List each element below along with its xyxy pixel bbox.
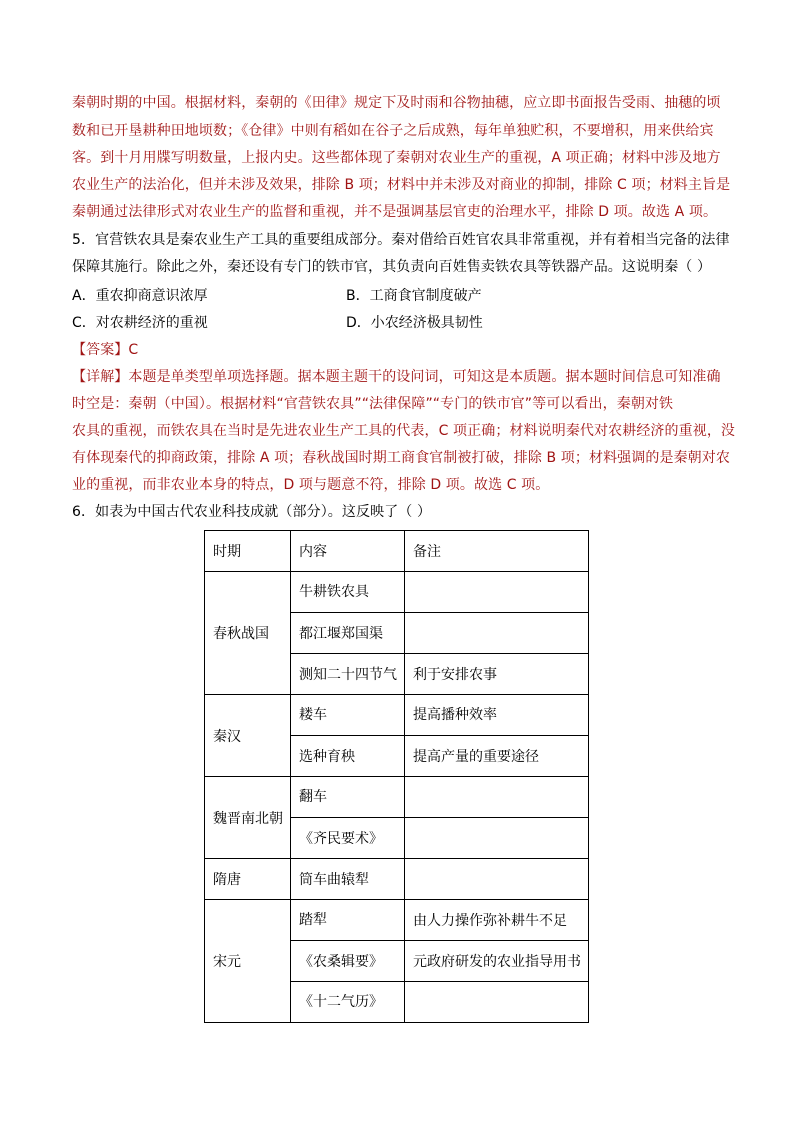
question-stem: 保障其施行。除此之外，秦还设有专门的铁市官，其负责向百姓售卖铁农具等铁器产品。这说明秦（ ）	[72, 259, 712, 275]
content-cell: 《十二气历》	[291, 982, 405, 1023]
question-stem: 6．如表为中国古代农业科技成就（部分）。这反映了（ ）	[72, 504, 432, 520]
detail-line: 农具的重视，而铁农具在当时是先进农业生产工具的代表，C 项正确；材料说明秦代对农耕经济的重视，没	[72, 423, 736, 439]
table-row	[205, 777, 589, 818]
option-b: B．工商食官制度破产	[346, 288, 482, 304]
content-cell: 筒车曲辕犁	[291, 859, 405, 900]
table-row	[205, 695, 589, 736]
detail-text: 本题是单类型单项选择题。据本题主题干的设问词，可知这是本质题。据本题时间信息可知准确	[128, 369, 721, 385]
period-cell: 魏晋南北朝	[205, 777, 291, 859]
explanation-line: 数和已开垦耕种田地顷数；《仓律》中则有稻如在谷子之后成熟，每年单独贮积，不要增积，用来供给宾	[72, 123, 714, 139]
content-cell: 《农桑辑要》	[291, 941, 405, 982]
note-cell	[405, 777, 589, 818]
table-header: 内容	[291, 531, 405, 572]
table-header: 时期	[205, 531, 291, 572]
period-cell: 秦汉	[205, 695, 291, 777]
content-cell: 踏犁	[291, 900, 405, 941]
content-cell: 耧车	[291, 695, 405, 736]
content-cell: 《齐民要术》	[291, 818, 405, 859]
note-cell: 由人力操作弥补耕牛不足	[405, 900, 589, 941]
answer-line	[72, 337, 732, 363]
option-a: A．重农抑商意识浓厚	[72, 288, 208, 304]
detail-line: 业的重视，而非农业本身的特点，D 项与题意不符，排除 D 项。故选 C 项。	[72, 477, 550, 493]
period-cell: 隋唐	[205, 859, 291, 900]
period-cell: 春秋战国	[205, 572, 291, 695]
table-header-row	[205, 531, 589, 572]
content-cell: 翻车	[291, 777, 405, 818]
note-cell: 提高产量的重要途径	[405, 736, 589, 777]
detail-line: 时空是：秦朝（中国）。根据材料“官营铁农具”“法律保障”“专门的铁市官”等可以看出，秦朝对铁	[72, 396, 674, 412]
content-cell: 测知二十四节气	[291, 654, 405, 695]
table-row	[205, 900, 589, 941]
note-cell	[405, 613, 589, 654]
answer-value: C	[128, 342, 139, 358]
explanation-line: 秦朝通过法律形式对农业生产的监督和重视，并不是强调基层官吏的治理水平，排除 D 项。故选 A 项。	[72, 204, 718, 220]
explanation-line: 客。到十月用牒写明数量，上报内史。这些都体现了秦朝对农业生产的重视，A 项正确；材料中涉及地方	[72, 150, 721, 166]
agri-tech-table	[204, 530, 589, 1023]
note-cell	[405, 572, 589, 613]
detail-line: 有体现秦代的抑商政策，排除 A 项；春秋战国时期工商食官制被打破，排除 B 项；材料强调的是秦朝对农	[72, 450, 730, 466]
explanation-line: 秦朝时期的中国。根据材料，秦朝的《田律》规定下及时雨和谷物抽穗，应立即书面报告受雨、抽穗的顷	[72, 95, 721, 111]
answer-tag: 【答案】	[72, 342, 129, 358]
note-cell: 元政府研发的农业指导用书	[405, 941, 589, 982]
question-stem: 5．官营铁农具是秦农业生产工具的重要组成部分。秦对借给百姓官农具非常重视，并有着相当完备的法律	[72, 232, 730, 248]
content-cell: 牛耕铁农具	[291, 572, 405, 613]
content-cell: 都江堰郑国渠	[291, 613, 405, 654]
note-cell: 利于安排农事	[405, 654, 589, 695]
note-cell	[405, 818, 589, 859]
note-cell: 提高播种效率	[405, 695, 589, 736]
explanation-line: 农业生产的法治化，但并未涉及效果，排除 B 项；材料中并未涉及对商业的抑制，排除 C 项；材料主旨是	[72, 177, 731, 193]
option-c: C．对农耕经济的重视	[72, 315, 208, 331]
table-row	[205, 859, 589, 900]
option-d: D．小农经济极具韧性	[346, 315, 483, 331]
table-row	[205, 572, 589, 613]
period-cell: 宋元	[205, 900, 291, 1023]
detail-line	[72, 364, 732, 390]
note-cell	[405, 859, 589, 900]
note-cell	[405, 982, 589, 1023]
table-header: 备注	[405, 531, 589, 572]
detail-tag: 【详解】	[72, 369, 129, 385]
content-cell: 选种育秧	[291, 736, 405, 777]
